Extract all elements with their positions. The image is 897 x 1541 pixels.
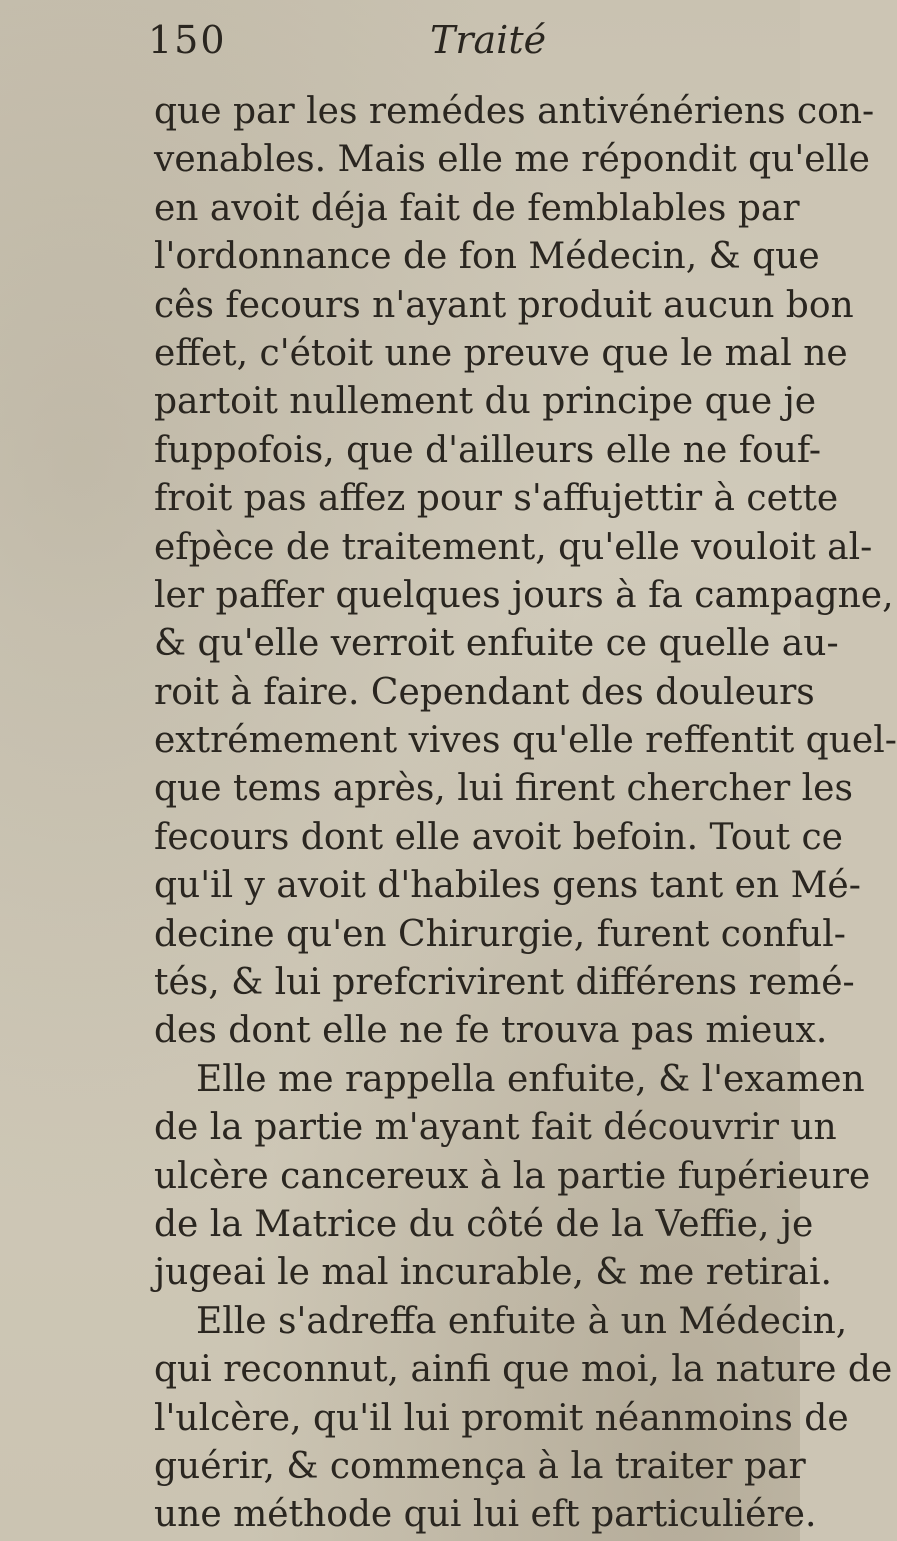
text-line: ler paffer quelques jours à fa campagne, — [154, 574, 894, 616]
body-text — [154, 88, 897, 1540]
text-line: tés, & lui prefcrivirent différens remé- — [154, 962, 855, 1004]
text-line: que tems après, lui firent chercher les — [154, 768, 853, 810]
text-line: effet, c'étoit une preuve que le mal ne — [154, 332, 848, 374]
text-line: roit à faire. Cependant des douleurs — [154, 671, 815, 713]
text-line: l'ordonnance de fon Médecin, & que — [154, 236, 820, 278]
text-line: venables. Mais elle me répondit qu'elle — [154, 139, 870, 181]
text-line: en avoit déja fait de femblables par — [154, 187, 800, 229]
running-head — [148, 18, 768, 70]
text-line: ulcère cancereux à la partie fupérieure — [154, 1155, 871, 1197]
text-line: qu'il y avoit d'habiles gens tant en Mé- — [154, 865, 861, 907]
text-line: & qu'elle verroit enfuite ce quelle au- — [154, 623, 839, 665]
running-title: Traité — [430, 18, 547, 62]
text-line: extrémement vives qu'elle reffentit quel- — [154, 720, 897, 762]
text-line: fuppofois, que d'ailleurs elle ne fouf- — [154, 429, 822, 471]
text-line: de la partie m'ayant fait découvrir un — [154, 1107, 837, 1149]
text-line: que par les remédes antivénériens con- — [154, 91, 875, 132]
text-line: cês fecours n'ayant produit aucun bon — [154, 284, 854, 326]
text-line: froit pas affez pour s'affujettir à cette — [154, 478, 839, 520]
text-line: de la Matrice du côté de la Veffie, je — [154, 1203, 814, 1245]
text-line: efpèce de traitement, qu'elle vouloit al- — [154, 526, 873, 568]
text-line: des dont elle ne fe trouva pas mieux. — [154, 1010, 828, 1052]
text-line: jugeai le mal incurable, & me retirai. — [154, 1252, 832, 1294]
text-line: partoit nullement du principe que je — [154, 381, 817, 423]
page-number: 150 — [148, 18, 227, 62]
text-line: decine qu'en Chirurgie, furent conful- — [154, 913, 846, 955]
text-line: qui reconnut, ainfi que moi, la nature de — [154, 1349, 893, 1391]
text-line: fecours dont elle avoit befoin. Tout ce — [154, 816, 843, 858]
text-line: guérir, & commença à la traiter par — [154, 1445, 806, 1487]
text-line: Elle s'adreffa enfuite à un Médecin, — [196, 1300, 848, 1342]
text-line: une méthode qui lui eft particuliére. — [154, 1494, 817, 1536]
text-line: Elle me rappella enfuite, & l'examen — [196, 1058, 865, 1100]
text-line: l'ulcère, qu'il lui promit néanmoins de — [154, 1397, 849, 1439]
